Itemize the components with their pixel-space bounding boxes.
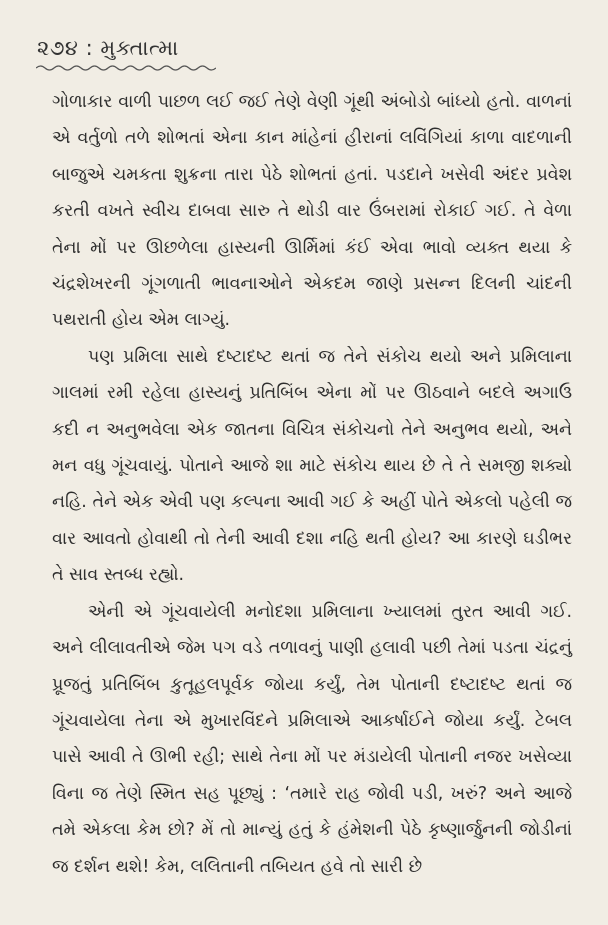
body-text	[52, 84, 572, 885]
decorative-wavy-rule	[36, 64, 216, 72]
running-header	[37, 36, 179, 61]
paragraph-1: ગોળાકાર વાળી પાછળ લઈ જઈ તેણે વેણી ગૂંથી અંબોડો બાંધ્યો હતો. વાળનાં એ વર્તુળો તળે શોભતાં એના કાન માંહેનાં હીરાનાં લવિંગિયાં કાળા વાદળાની બાજુએ ચમકતા શુક્રના તારા પેઠે શોભતાં હતાં. પડદાને ખસેવી અંદર પ્રવેશ કરતી વખતે સ્વીચ દાબવા સારુ તે થોડી વાર ઉંબરામાં રોકાઈ ગઈ. તે વેળા તેના મોં પર ઊછળેલા હાસ્યની ઊર્મિમાં કંઈ એવા ભાવો વ્યક્ત થયા કે ચંદ્રશેખરની ગૂંગળાતી ભાવનાઓને એકદમ જાણે પ્રસન્ન દિલની ચાંદની પથરાતી હોય એમ લાગ્યું.	[52, 92, 572, 331]
book-title: મુક્તાત્મા	[100, 36, 179, 60]
header-separator: :	[85, 36, 94, 60]
paragraph-3: એની એ ગૂંચવાયેલી મનોદશા પ્રમિલાના ખ્યાલમાં તુરત આવી ગઈ. અને લીલાવતીએ જેમ પગ વડે તળાવનું પાણી હલાવી પછી તેમાં પડતા ચંદ્રનું પ્રૂજતું પ્રતિબિંબ કુતૂહલપૂર્વક જોયા કર્યું, તેમ પોતાની દષ્ટાદષ્ટ થતાં જ ગૂંચવાયેલા તેના એ મુખારવિંદને પ્રમિલાએ આકર્ષાઈને જોયા કર્યું. ટેબલ પાસે આવી તે ઊભી રહી; સાથે તેના મોં પર મંડાયેલી પોતાની નજર ખસેવ્યા વિના જ તેણે સ્મિત સહ પૂછ્યું : ‘તમારે રાહ જોવી પડી, ખરું? અને આજે તમે એકલા કેમ છો? મેં તો માન્યું હતું કે હંમેશની પેઠે કૃષ્ણાર્જુનની જોડીનાં જ દર્શન થશે! કેમ, લલિતાની તબિયત હવે તો સારી છે	[52, 601, 572, 877]
page-number: ૨૭૪	[37, 36, 79, 60]
paragraph-2: પણ પ્રમિલા સાથે દષ્ટાદષ્ટ થતાં જ તેને સંકોચ થયો અને પ્રમિલાના ગાલમાં રમી રહેલા હાસ્યનું પ્રતિબિંબ એના મોં પર ઊઠવાને બદલે અગાઉ કદી ન અનુભવેલા એક જાતના વિચિત્ર સંકોચનો તેને અનુભવ થયો, અને મન વધુ ગૂંચવાયું. પોતાને આજે શા માટે સંકોચ થાય છે તે તે સમજી શક્યો નહિ. તેને એક એવી પણ કલ્પના આવી ગઈ કે અહીં પોતે એકલો પહેલી જ વાર આવતો હોવાથી તો તેની આવી દશા નહિ થતી હોય? આ કારણે ઘડીભર તે સાવ સ્તબ્ધ રહ્યો.	[52, 346, 572, 586]
